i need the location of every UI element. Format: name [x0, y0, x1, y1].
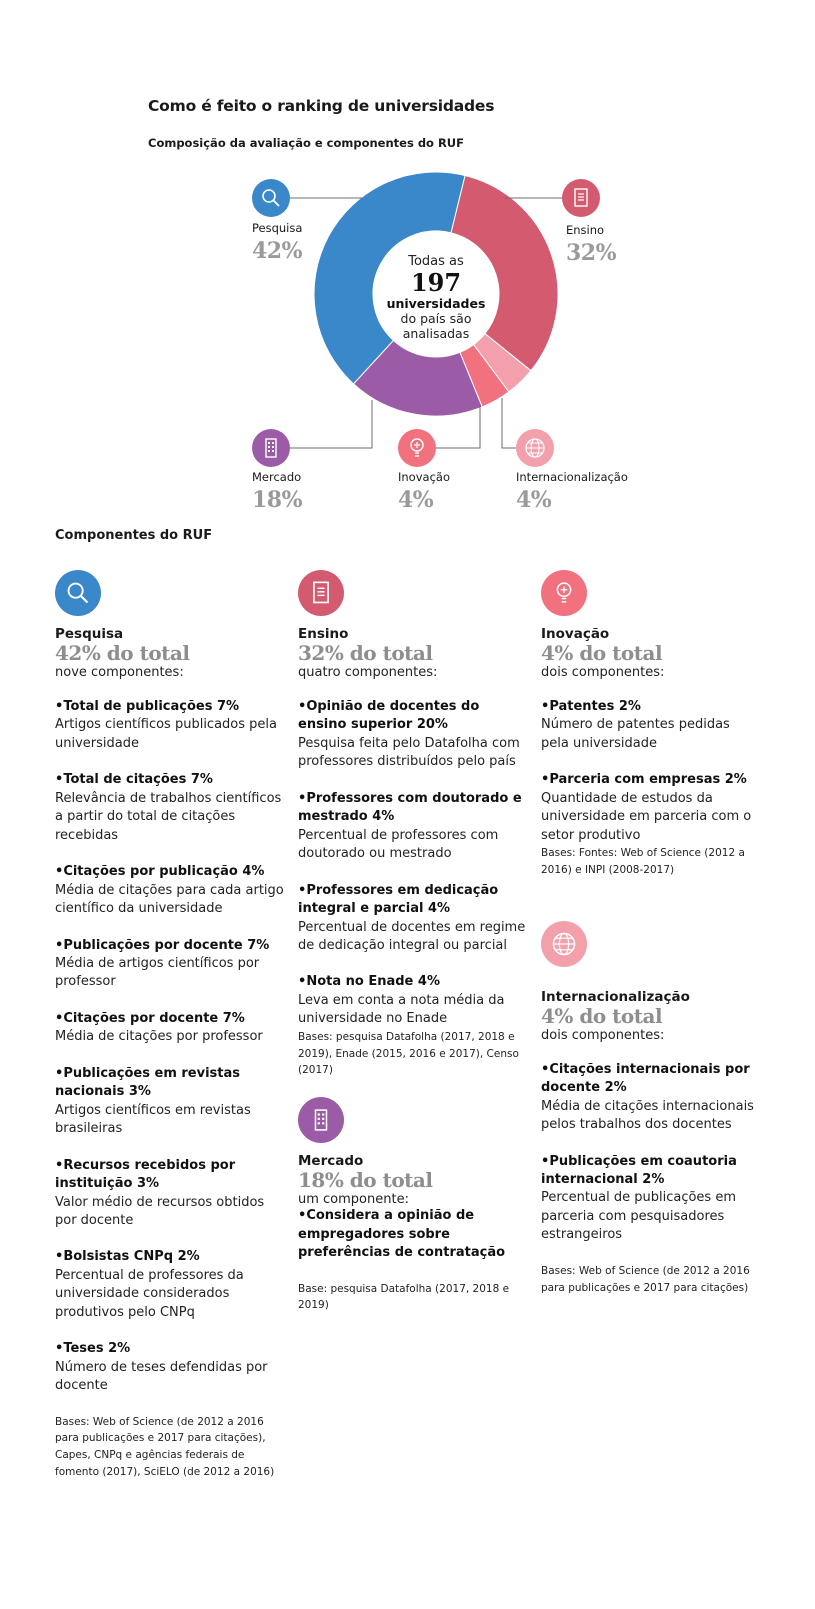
list-item — [541, 1153, 756, 1245]
search-icon — [252, 179, 290, 217]
item-desc: Número de teses defendidas por docente — [55, 1359, 268, 1394]
document-icon — [298, 570, 344, 616]
slice-label-inovacao: Inovação — [398, 470, 450, 484]
item-desc: Valor médio de recursos obtidos por docente — [55, 1194, 265, 1228]
list-item — [55, 698, 285, 753]
slice-pct-mercado: 18% — [252, 487, 303, 513]
list-item — [55, 863, 285, 918]
list-item — [55, 937, 285, 992]
leader-line-mercado — [290, 400, 372, 448]
item-desc: Artigos científicos em revistas brasileiras — [55, 1102, 251, 1137]
component-bases: Bases: Fontes: Web of Science (2012 a 2016) e INPI (2008-2017) — [541, 847, 745, 876]
item-desc: Relevância de trabalhos científicos a partir do total de citações recebidas — [55, 790, 282, 843]
component-count: nove componentes: — [55, 665, 184, 680]
item-desc: Média de citações para cada artigo científico da universidade — [55, 882, 284, 917]
item-title: • Professores em dedicação integral e parcial 4% — [298, 882, 528, 919]
list-item — [541, 1061, 756, 1135]
list-item — [55, 1065, 285, 1139]
column-ensino — [298, 570, 528, 1314]
item-title: • Professores com doutorado e mestrado 4% — [298, 790, 528, 827]
column-pesquisa — [55, 570, 285, 1481]
item-title: • Citações por publicação 4% — [55, 863, 285, 881]
building-icon — [252, 429, 290, 467]
component-total: 4% do total — [541, 1003, 663, 1028]
component-name: Internacionalização — [541, 988, 690, 1005]
list-item — [298, 1207, 528, 1262]
item-desc: Média de artigos científicos por professor — [55, 955, 260, 990]
item-title: • Citações internacionais por docente 2% — [541, 1061, 756, 1098]
list-item — [55, 1340, 285, 1395]
component-total: 42% do total — [55, 641, 190, 665]
component-bases: Base: pesquisa Datafolha (2017, 2018 e 2019) — [298, 1282, 510, 1312]
item-desc: Média de citações por professor — [55, 1029, 263, 1045]
component-name: Inovação — [541, 626, 610, 642]
lightbulb-icon — [541, 570, 587, 616]
components-section-title: Componentes do RUF — [55, 528, 213, 543]
list-item — [541, 771, 756, 845]
center-line-1: Todas as — [408, 254, 464, 269]
item-title: • Opinião de docentes do ensino superior 20% — [298, 698, 528, 735]
lightbulb-icon — [398, 429, 436, 467]
slice-pct-inovacao: 4% — [398, 487, 434, 513]
column-inovacao — [541, 570, 756, 1296]
page-title: Como é feito o ranking de universidades — [148, 97, 495, 115]
list-item — [298, 973, 528, 1028]
item-desc: Leva em conta a nota média da universidade no Enade — [298, 992, 505, 1027]
slice-label-ensino: Ensino — [566, 223, 605, 237]
item-desc: Percentual de professores da universidade considerados produtivos pelo CNPq — [55, 1267, 244, 1320]
center-line-4: do país são — [400, 310, 472, 326]
document-icon — [562, 179, 600, 217]
component-bases: Bases: Web of Science (de 2012 a 2016 para publicações e 2017 para citações), Capes, CNPq e agências federais de fomento (2017), SciELO (de 2012 a 2016) — [55, 1415, 275, 1478]
center-number: 197 — [410, 267, 462, 297]
item-title: • Publicações em revistas nacionais 3% — [55, 1065, 285, 1102]
item-title: • Patentes 2% — [541, 698, 756, 716]
component-name: Mercado — [298, 1153, 364, 1170]
slice-label-internacionalizacao: Internacionalização — [516, 470, 628, 484]
item-desc: Percentual de publicações em parceria com pesquisadores estrangeiros — [541, 1190, 736, 1243]
item-title: • Teses 2% — [55, 1340, 285, 1358]
item-title: • Bolsistas CNPq 2% — [55, 1248, 285, 1266]
component-bases: Bases: Web of Science (de 2012 a 2016 para publicações e 2017 para citações) — [541, 1264, 750, 1294]
slice-pct-internacionalizacao: 4% — [516, 487, 552, 513]
component-bases: Bases: pesquisa Datafolha (2017, 2018 e 2019), Enade (2015, 2016 e 2017), Censo (2017) — [298, 1030, 519, 1077]
list-item — [55, 1157, 285, 1231]
building-icon — [298, 1097, 344, 1143]
item-title: • Recursos recebidos por instituição 3% — [55, 1157, 285, 1194]
component-count: dois componentes: — [541, 1027, 665, 1043]
slice-label-pesquisa: Pesquisa — [252, 221, 303, 235]
slice-pct-ensino: 32% — [566, 240, 617, 266]
center-line-5: analisadas — [402, 325, 470, 341]
item-desc: Quantidade de estudos da universidade em parceria com o setor produtivo — [541, 790, 752, 843]
item-desc: Artigos científicos publicados pela universidade — [55, 717, 277, 751]
globe-icon — [541, 921, 587, 967]
item-title: • Parceria com empresas 2% — [541, 771, 756, 789]
list-item — [55, 1248, 285, 1322]
item-desc: Percentual de docentes em regime de dedicação integral ou parcial — [298, 919, 526, 953]
list-item — [541, 698, 756, 753]
component-name: Pesquisa — [55, 626, 124, 642]
item-title: • Total de citações 7% — [55, 771, 285, 789]
slice-pct-pesquisa: 42% — [252, 238, 303, 264]
item-title: • Considera a opinião de empregadores sobre preferências de contratação — [298, 1207, 528, 1262]
item-desc: Percentual de professores com doutorado ou mestrado — [298, 827, 499, 862]
item-title: • Total de publicações 7% — [55, 698, 285, 716]
item-title: • Citações por docente 7% — [55, 1010, 285, 1028]
list-item — [298, 698, 528, 772]
item-desc: Número de patentes pedidas pela universidade — [541, 717, 730, 751]
item-title: • Nota no Enade 4% — [298, 973, 528, 991]
page-subtitle: Composição da avaliação e componentes do RUF — [148, 136, 465, 150]
center-line-3: universidades — [386, 295, 486, 311]
component-count: um componente: — [298, 1192, 409, 1208]
list-item — [298, 882, 528, 956]
component-total: 4% do total — [541, 641, 663, 665]
search-icon — [55, 570, 101, 616]
component-count: dois componentes: — [541, 665, 665, 680]
slice-label-mercado: Mercado — [252, 470, 302, 484]
item-title: • Publicações em coautoria internacional 2% — [541, 1153, 756, 1190]
leader-line-internacionalizacao — [502, 398, 516, 448]
component-total: 32% do total — [298, 641, 433, 665]
component-count: quatro componentes: — [298, 665, 438, 680]
item-desc: Média de citações internacionais pelos trabalhos dos docentes — [541, 1098, 754, 1133]
donut-center-text — [386, 254, 486, 341]
component-name: Ensino — [298, 626, 349, 642]
item-title: • Publicações por docente 7% — [55, 937, 285, 955]
list-item — [298, 790, 528, 864]
component-total: 18% do total — [298, 1168, 433, 1193]
list-item — [55, 1010, 285, 1047]
item-desc: Pesquisa feita pelo Datafolha com professores distribuídos pelo país — [298, 735, 520, 770]
list-item — [55, 771, 285, 845]
globe-icon — [516, 429, 554, 467]
